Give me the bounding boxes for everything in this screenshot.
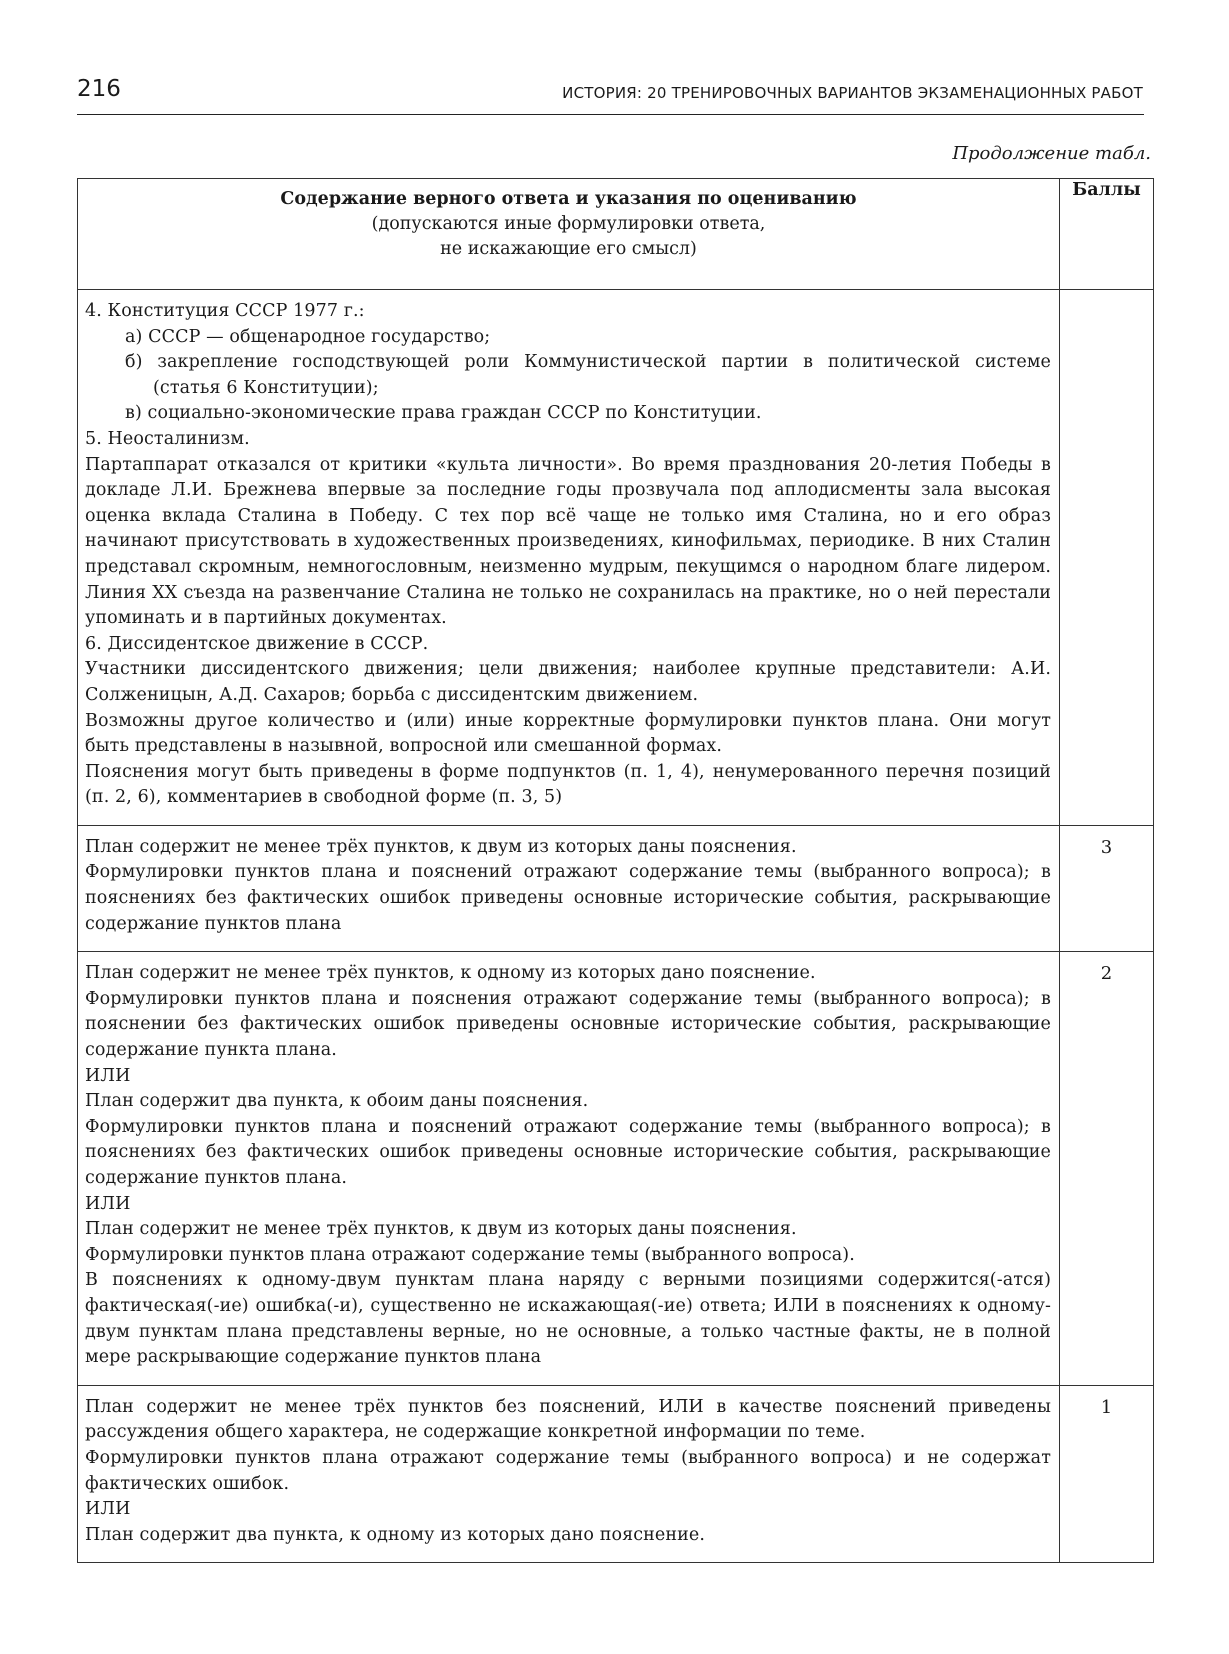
page-number: 216 (77, 76, 121, 102)
plan-item-6-text: Участники диссидентского движения; цели движения; наиболее крупные представители: А.И. Солженицын, А.Д. Сахаров; борьба с диссидентским движением. (85, 659, 1051, 705)
criterion-cell (78, 952, 1060, 1386)
or-separator: ИЛИ (85, 1499, 131, 1520)
running-title: ИСТОРИЯ: 20 ТРЕНИРОВОЧНЫХ ВАРИАНТОВ ЭКЗАМЕНАЦИОННЫХ РАБОТ (562, 84, 1143, 102)
formulation-note: Возможны другое количество и (или) иные корректные формулировки пунктов плана. Они могут быть представлены в назывной, вопросной или смешанной формах. (85, 710, 1051, 757)
table-row (78, 952, 1154, 1386)
criterion-cell (78, 1385, 1060, 1563)
score-column-header: Баллы (1060, 179, 1154, 290)
criterion-line: Формулировки пунктов плана и пояснений отражают содержание темы (выбранного вопроса); в пояснениях без фактических ошибок приведены основные исторические события, раскрывающие содержание пунктов плана (85, 862, 1051, 934)
plan-subitem-b: б) закрепление господствующей роли Коммунистической партии в политической системе (статья 6 Конституции); (125, 352, 1051, 398)
header-rule (77, 114, 1144, 115)
answer-content-cell (78, 290, 1060, 826)
explanation-note: Пояснения могут быть приведены в форме подпунктов (п. 1, 4), ненумерованного перечня позиций (п. 2, 6), комментариев в свободной форме (п. 3, 5) (85, 761, 1051, 808)
score-cell: 2 (1060, 952, 1154, 1386)
criterion-line: Формулировки пунктов плана отражают содержание темы (выбранного вопроса). (85, 1244, 855, 1265)
criterion-line: План содержит не менее трёх пунктов, к двум из которых даны пояснения. (85, 836, 797, 857)
criterion-line: План содержит не менее трёх пунктов, к двум из которых даны пояснения. (85, 1219, 797, 1240)
content-column-header (78, 179, 1060, 290)
plan-item-5-text: Партаппарат отказался от критики «культа личности». Во время празднования 20-летия Победы в докладе Л.И. Брежнева впервые за последние годы прозвучала под аплодисменты зала высокая оценка вклада Сталина в Победу. С тех пор всё чаще не только имя Сталина, но и его образ начинают присутствовать в художественных произведениях, кинофильмах, периодике. В них Сталин представал скромным, немногословным, неизменно мудрым, пекущимся о народном благе лидером. Линия XX съезда на развенчание Сталина не только не сохранилась на практике, но о ней перестали упоминать и в партийных документах. (85, 454, 1051, 629)
criterion-cell (78, 825, 1060, 951)
criterion-line: Формулировки пунктов плана и пояснений отражают содержание темы (выбранного вопроса); в пояснениях без фактических ошибок приведены основные исторические события, раскрывающие содержание пунктов плана. (85, 1116, 1051, 1188)
or-separator: ИЛИ (85, 1065, 131, 1086)
plan-item-6: 6. Диссидентское движение в СССР. (85, 633, 429, 654)
score-cell: 1 (1060, 1385, 1154, 1563)
or-separator: ИЛИ (85, 1193, 131, 1214)
score-cell (1060, 290, 1154, 826)
plan-item-4: 4. Конституция СССР 1977 г.: (85, 301, 365, 321)
criterion-line: План содержит не менее трёх пунктов, к одному из которых дано пояснение. (85, 963, 816, 984)
table-continuation-note: Продолжение табл. (952, 143, 1151, 164)
criterion-line: Формулировки пунктов плана и пояснения отражают содержание темы (выбранного вопроса); в пояснении без фактических ошибок приведены основные исторические события, раскрывающие содержание пункта плана. (85, 988, 1051, 1061)
table-row (78, 1385, 1154, 1563)
content-header-note-line1: (допускаются иные формулировки ответа, (371, 214, 766, 234)
plan-item-5: 5. Неосталинизм. (85, 428, 250, 449)
criterion-line: Формулировки пунктов плана отражают содержание темы (выбранного вопроса) и не содержат фактических ошибок. (85, 1447, 1051, 1494)
criterion-line: В пояснениях к одному-двум пунктам плана наряду с верными позициями содержится(-атся) фактическая(-ие) ошибка(-и), существенно не искажающая(-ие) ответа; ИЛИ в пояснениях к одному-двум пунктам плана представлены верные, но не основные, а только частные факты, не в полной мере раскрывающие содержание пунктов плана (85, 1270, 1051, 1368)
content-header-title: Содержание верного ответа и указания по оцениванию (280, 189, 857, 209)
content-header-note-line2: не искажающие его смысл) (440, 239, 697, 259)
table-row (78, 290, 1154, 826)
table-row (78, 825, 1154, 951)
criterion-line: План содержит не менее трёх пунктов без пояснений, ИЛИ в качестве пояснений приведены рассуждения общего характера, не содержащие конкретной информации по теме. (85, 1396, 1051, 1443)
scoring-table (77, 178, 1154, 1563)
plan-subitem-c: в) социально-экономические права граждан СССР по Конституции. (125, 403, 762, 424)
table-header-row (78, 179, 1154, 290)
plan-subitem-a: а) СССР — общенародное государство; (125, 326, 491, 347)
criterion-line: План содержит два пункта, к одному из которых дано пояснение. (85, 1524, 706, 1545)
criterion-line: План содержит два пункта, к обоим даны пояснения. (85, 1091, 589, 1112)
score-cell: 3 (1060, 825, 1154, 951)
